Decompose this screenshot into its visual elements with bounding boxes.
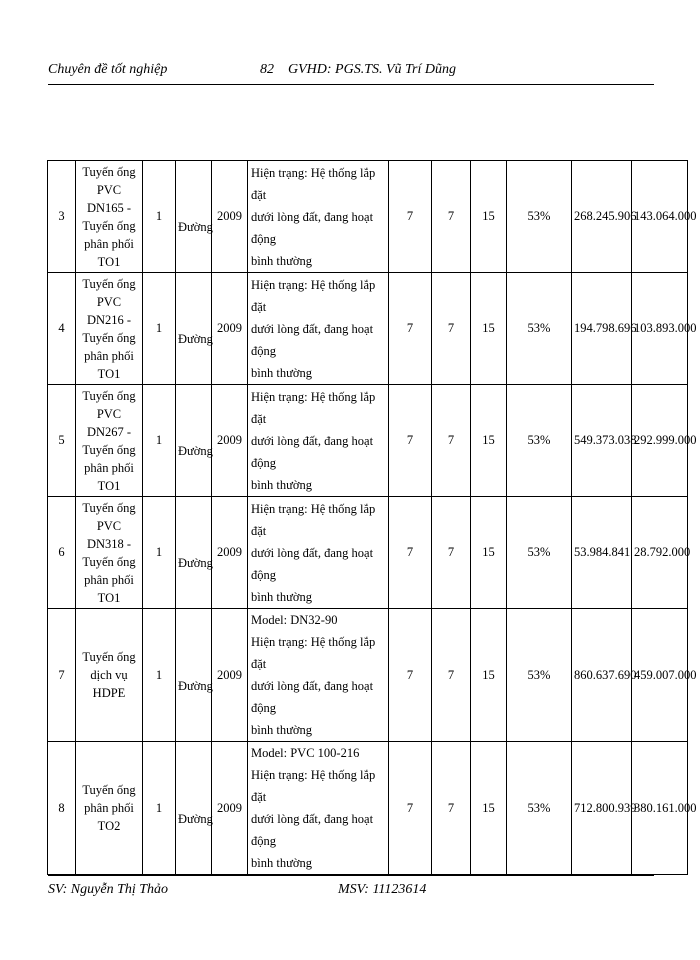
residual-value: 28.792.000 — [632, 497, 688, 609]
original-value: 860.637.690 — [572, 609, 632, 742]
asset-name-line: Tuyến ống — [82, 554, 136, 569]
description-line: bình thường — [251, 723, 312, 737]
asset-name-line: Tuyến ống — [82, 164, 136, 179]
original-value: 194.798.696 — [572, 273, 632, 385]
description — [248, 385, 389, 497]
row-number: 4 — [48, 273, 76, 385]
description-line: dưới lòng đất, đang hoạt động — [251, 812, 374, 848]
asset-name-line: dịch vụ — [90, 668, 128, 682]
asset-name-line: TO1 — [97, 478, 121, 493]
table-row — [48, 273, 688, 385]
value-col-1: 7 — [389, 385, 432, 497]
unit-cell — [176, 161, 212, 273]
asset-name-line: Tuyến ống — [82, 783, 136, 797]
quantity: 1 — [143, 273, 176, 385]
description-line: bình thường — [251, 856, 312, 870]
unit: Đường — [178, 811, 213, 826]
asset-name — [76, 385, 143, 497]
asset-name-line: Tuyến ống — [82, 650, 136, 664]
asset-name-line: HDPE — [92, 686, 126, 700]
value-col-3: 15 — [471, 742, 507, 875]
asset-name-line: Tuyến ống — [82, 330, 136, 345]
asset-name-line: TO1 — [97, 366, 121, 381]
residual-value: 380.161.000 — [632, 742, 688, 875]
residual-value: 292.999.000 — [632, 385, 688, 497]
table-row — [48, 742, 688, 875]
asset-name — [76, 609, 143, 742]
value-col-2: 7 — [432, 385, 471, 497]
value-col-3: 15 — [471, 497, 507, 609]
residual-value: 143.064.000 — [632, 161, 688, 273]
asset-name — [76, 273, 143, 385]
table-row — [48, 161, 688, 273]
table-body — [48, 161, 697, 875]
description-line: bình thường — [251, 477, 312, 492]
percentage: 53% — [507, 161, 572, 273]
asset-name-line: Tuyến ống — [82, 442, 136, 457]
page-footer — [48, 875, 654, 900]
quantity: 1 — [143, 385, 176, 497]
value-col-3: 15 — [471, 273, 507, 385]
percentage: 53% — [507, 742, 572, 875]
description-line: Hiện trạng: Hệ thống lắp đặt — [251, 635, 376, 671]
asset-name-line: Tuyến ống — [82, 276, 136, 291]
description-line: bình thường — [251, 253, 312, 268]
value-col-2: 7 — [432, 161, 471, 273]
asset-name-line: phân phối — [84, 348, 134, 363]
student-id: MSV: 11123614 — [338, 882, 427, 897]
value-col-1: 7 — [389, 742, 432, 875]
value-col-2: 7 — [432, 742, 471, 875]
original-value: 268.245.906 — [572, 161, 632, 273]
description — [248, 161, 389, 273]
quantity: 1 — [143, 161, 176, 273]
asset-name-line: Tuyến ống — [82, 218, 136, 233]
percentage: 53% — [507, 497, 572, 609]
original-value: 53.984.841 — [572, 497, 632, 609]
page-number: 82 — [260, 62, 274, 77]
unit-cell — [176, 609, 212, 742]
quantity: 1 — [143, 497, 176, 609]
description-line: Hiện trạng: Hệ thống lắp đặt — [251, 768, 376, 804]
description-line: dưới lòng đất, đang hoạt động — [251, 545, 374, 582]
description-line: dưới lòng đất, đang hoạt động — [251, 679, 374, 715]
description-line: Hiện trạng: Hệ thống lắp đặt — [251, 165, 376, 202]
description-line: Model: PVC 100-216 — [251, 746, 360, 760]
asset-name-line: PVC DN318 - — [86, 518, 132, 551]
value-col-3: 15 — [471, 385, 507, 497]
description-line: dưới lòng đất, đang hoạt động — [251, 433, 374, 470]
row-number: 8 — [48, 742, 76, 875]
asset-name-line: TO2 — [97, 819, 121, 833]
unit-cell — [176, 273, 212, 385]
unit-cell — [176, 385, 212, 497]
year: 2009 — [212, 273, 248, 385]
percentage: 53% — [507, 273, 572, 385]
year: 2009 — [212, 385, 248, 497]
year: 2009 — [212, 609, 248, 742]
value-col-2: 7 — [432, 609, 471, 742]
value-col-1: 7 — [389, 497, 432, 609]
description — [248, 497, 389, 609]
description-line: Model: DN32-90 — [251, 613, 338, 627]
row-number: 5 — [48, 385, 76, 497]
asset-name-line: Tuyến ống — [82, 500, 136, 515]
description — [248, 273, 389, 385]
unit: Đường — [178, 332, 213, 346]
original-value: 549.373.038 — [572, 385, 632, 497]
asset-name-line: TO1 — [97, 590, 121, 605]
asset-name-line: TO1 — [97, 254, 121, 269]
year: 2009 — [212, 742, 248, 875]
student-name: SV: Nguyễn Thị Thảo — [48, 882, 169, 897]
residual-value: 459.007.000 — [632, 609, 688, 742]
description-line: bình thường — [251, 589, 312, 604]
table-row — [48, 609, 688, 742]
description-line: dưới lòng đất, đang hoạt động — [251, 209, 374, 246]
description-line: Hiện trạng: Hệ thống lắp đặt — [251, 277, 376, 314]
unit: Đường — [178, 556, 213, 570]
quantity: 1 — [143, 609, 176, 742]
asset-name-line: PVC DN165 - — [86, 182, 132, 215]
unit-cell — [176, 742, 212, 875]
header-center — [260, 62, 470, 78]
page-header — [48, 58, 654, 85]
percentage: 53% — [507, 609, 572, 742]
unit: Đường — [178, 678, 213, 693]
description-line: bình thường — [251, 365, 312, 380]
description — [248, 609, 389, 742]
asset-name-line: phân phối — [84, 801, 134, 815]
asset-name — [76, 497, 143, 609]
row-number: 3 — [48, 161, 76, 273]
year: 2009 — [212, 497, 248, 609]
residual-value: 103.893.000 — [632, 273, 688, 385]
description-line: Hiện trạng: Hệ thống lắp đặt — [251, 501, 376, 538]
value-col-1: 7 — [389, 609, 432, 742]
original-value: 712.800.939 — [572, 742, 632, 875]
value-col-2: 7 — [432, 273, 471, 385]
asset-name-line: PVC DN267 - — [86, 406, 132, 439]
description-line: dưới lòng đất, đang hoạt động — [251, 321, 374, 358]
row-number: 6 — [48, 497, 76, 609]
unit: Đường — [178, 444, 213, 458]
asset-name-line: Tuyến ống — [82, 388, 136, 403]
asset-table — [47, 160, 697, 875]
unit-cell — [176, 497, 212, 609]
asset-name-line: phân phối — [84, 460, 134, 475]
advisor: GVHD: PGS.TS. Vũ Trí Dũng — [288, 62, 457, 77]
value-col-3: 15 — [471, 609, 507, 742]
table-row — [48, 497, 688, 609]
table-row — [48, 385, 688, 497]
asset-name-line: phân phối — [84, 236, 134, 251]
row-number: 7 — [48, 609, 76, 742]
description — [248, 742, 389, 875]
value-col-2: 7 — [432, 497, 471, 609]
description-line: Hiện trạng: Hệ thống lắp đặt — [251, 389, 376, 426]
value-col-3: 15 — [471, 161, 507, 273]
asset-name-line: PVC DN216 - — [86, 294, 132, 327]
thesis-title: Chuyên đề tốt nghiệp — [48, 62, 168, 77]
asset-name — [76, 161, 143, 273]
quantity: 1 — [143, 742, 176, 875]
unit: Đường — [178, 220, 213, 234]
value-col-1: 7 — [389, 161, 432, 273]
percentage: 53% — [507, 385, 572, 497]
asset-name-line: phân phối — [84, 572, 134, 587]
value-col-1: 7 — [389, 273, 432, 385]
year: 2009 — [212, 161, 248, 273]
asset-name — [76, 742, 143, 875]
